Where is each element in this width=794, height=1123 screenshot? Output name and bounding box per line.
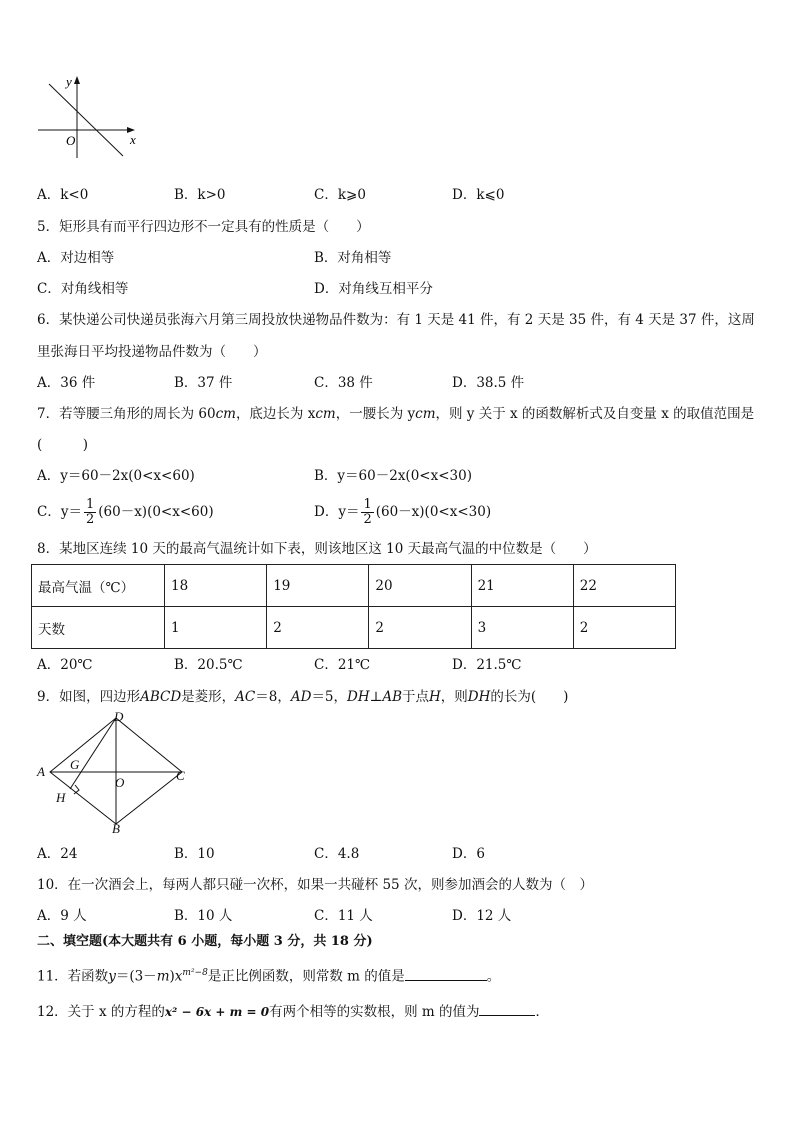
- q9-option-c: C．4.8: [314, 846, 360, 862]
- q10-stem: 10．在一次酒会上，每两人都只碰一次杯，如果一共碰杯 55 次，则参加酒会的人数为（ ）: [37, 877, 593, 893]
- q4-option-a: A．k<0: [37, 187, 89, 203]
- q9-abcd: ABCD: [140, 689, 182, 705]
- q10-option-c: C．11 人: [314, 908, 373, 924]
- q8-option-c: C．21℃: [314, 657, 371, 673]
- table-row: [32, 565, 676, 607]
- q11: [37, 964, 500, 986]
- q12-answer-blank[interactable]: [479, 1001, 535, 1016]
- q10-option-d: D．12 人: [452, 908, 512, 924]
- q7-option-a: A．y＝60－2x(0<x<60): [37, 468, 195, 484]
- q7-stem-mid2: ，一腰长为 y: [335, 406, 416, 422]
- q7-stem-mid1: ，底边长为 x: [235, 406, 316, 422]
- q9-option-a: A．24: [37, 846, 78, 862]
- table-cell: 20: [369, 565, 471, 607]
- q11-prefix: 11．若函数: [37, 968, 109, 985]
- x-axis: [38, 127, 135, 133]
- q7-stem-end: ，则 y 关于 x 的函数解析式及自变量 x 的取值范围是: [435, 406, 755, 422]
- q8-option-d: D．21.5℃: [452, 657, 522, 673]
- q8-option-a: A．20℃: [37, 657, 93, 673]
- table-header-cell: 最高气温（℃）: [32, 565, 165, 607]
- table-cell: 18: [165, 565, 267, 607]
- q5-option-b: B．对角相等: [314, 250, 392, 266]
- q6-option-c: C．38 件: [314, 375, 373, 391]
- fraction-denominator: 2: [363, 512, 372, 527]
- q8-option-b: B．20.5℃: [174, 657, 243, 673]
- q9-stem-d: ⊥: [369, 689, 383, 705]
- q11-formula-y: y: [108, 968, 116, 985]
- table-row: [32, 607, 676, 649]
- fraction-numerator: 1: [363, 497, 372, 512]
- q7-option-d: [314, 494, 491, 530]
- q10-option-a: A．9 人: [37, 908, 87, 924]
- q9-stem-c: ＝5，: [311, 689, 348, 705]
- label-c: C: [176, 768, 185, 783]
- q12: [37, 1001, 549, 1021]
- label-a: A: [37, 764, 45, 779]
- q6-option-b: B．37 件: [174, 375, 233, 391]
- origin-label: O: [66, 133, 76, 148]
- q7-option-d-fraction: [361, 498, 373, 527]
- q9-ab: AB: [382, 689, 403, 705]
- label-o: O: [115, 775, 125, 790]
- q7-option-c-suffix: (60－x)(0<x<60): [98, 504, 214, 520]
- label-b: B: [112, 821, 120, 836]
- table-cell: 2: [573, 607, 675, 649]
- q9-dh: DH: [347, 689, 370, 705]
- q11-formula-exponent: m²−8: [182, 968, 208, 978]
- label-h: H: [56, 790, 66, 805]
- q9-dh-2: DH: [467, 689, 491, 705]
- q10-option-b: B．10 人: [174, 908, 233, 924]
- q7-unit-3: cm: [415, 406, 436, 422]
- q9-stem-f: ，则: [440, 689, 468, 705]
- fraction-denominator: 2: [85, 512, 95, 527]
- q9-ad: AD: [290, 689, 312, 705]
- q4-option-b: B．k>0: [174, 187, 226, 203]
- q5-option-c: C．对角线相等: [37, 281, 129, 297]
- table-cell: 2: [267, 607, 369, 649]
- q7-stem-line1: [37, 405, 754, 423]
- q11-end: 。: [486, 968, 501, 985]
- q7-unit-2: cm: [315, 406, 336, 422]
- label-g: G: [70, 757, 80, 772]
- q7-option-b: B．y＝60－2x(0<x<30): [314, 468, 472, 484]
- q11-suffix: 是正比例函数，则常数 m 的值是: [207, 968, 405, 985]
- q7-stem-prefix: 7．若等腰三角形的周长为 60: [37, 406, 216, 422]
- segment-dh: [70, 718, 116, 789]
- q9-stem-g: 的长为( ): [490, 689, 569, 705]
- q9-h: H: [429, 689, 441, 705]
- q9-option-d: D．6: [452, 846, 485, 862]
- q7-option-c-fraction: [84, 498, 96, 527]
- q4-option-c: C．k⩾0: [314, 187, 366, 203]
- q9-option-b: B．10: [174, 846, 215, 862]
- function-graph: [34, 72, 144, 162]
- table-cell: 1: [165, 607, 267, 649]
- rhombus-figure: [34, 708, 194, 838]
- q9-stem-e: 于点: [402, 689, 430, 705]
- q12-equation: x² − 6x + m = 0: [164, 1005, 270, 1019]
- table-cell: 19: [267, 565, 369, 607]
- table-cell: 2: [369, 607, 471, 649]
- q7-option-d-suffix: (60－x)(0<x<30): [375, 504, 492, 520]
- q5-option-d: D．对角线互相平分: [314, 281, 433, 297]
- q11-formula-eq: ＝(3－: [115, 968, 157, 985]
- table-cell: 3: [471, 607, 573, 649]
- q5-option-a: A．对边相等: [37, 250, 115, 266]
- q5-stem: 5．矩形具有而平行四边形不一定具有的性质是（ ）: [37, 219, 370, 235]
- q11-formula-x: x: [174, 968, 183, 985]
- table-cell: 21: [471, 565, 573, 607]
- q8-stem: 8．某地区连续 10 天的最高气温统计如下表，则该地区这 10 天最高气温的中位数是（ ）: [37, 541, 597, 557]
- q9-ac: AC: [235, 689, 256, 705]
- fraction-numerator: 1: [85, 497, 95, 512]
- x-axis-label: x: [130, 132, 136, 147]
- q9-stem: [37, 688, 568, 706]
- q12-end: ．: [535, 1004, 549, 1020]
- table-cell: 22: [573, 565, 675, 607]
- q11-formula-close: ): [169, 968, 175, 985]
- function-line: [49, 84, 123, 156]
- q11-answer-blank[interactable]: [405, 966, 487, 981]
- q9-stem-a: 是菱形，: [181, 689, 236, 705]
- q11-formula-m: m: [156, 968, 170, 985]
- q6-option-d: D．38.5 件: [452, 375, 525, 391]
- q9-stem-prefix: 9．如图，四边形: [37, 689, 141, 705]
- q7-option-c: [37, 494, 214, 530]
- table-header-cell: 天数: [32, 607, 165, 649]
- y-axis-label: y: [66, 74, 72, 89]
- q12-suffix: 有两个相等的实数根，则 m 的值为: [269, 1004, 480, 1020]
- q6-option-a: A．36 件: [37, 375, 96, 391]
- label-d: D: [114, 709, 124, 724]
- q7-option-c-prefix: C．y＝: [37, 504, 82, 520]
- q7-option-d-prefix: D．y＝: [314, 504, 360, 520]
- q7-unit-1: cm: [215, 406, 236, 422]
- section-heading: 二、填空题(本大题共有 6 小题，每小题 3 分，共 18 分): [37, 934, 373, 949]
- q7-stem-line2: ( ): [37, 437, 89, 453]
- q12-prefix: 12．关于 x 的方程的: [37, 1004, 165, 1020]
- q6-stem-line2: 里张海日平均投递物品件数为（ ）: [37, 344, 267, 360]
- q6-stem-line1: 6．某快递公司快递员张海六月第三周投放快递物品件数为：有 1 天是 41 件，有 2 天是 35 件，有 4 天是 37 件，这周: [37, 312, 755, 328]
- q9-stem-b: ＝8，: [255, 689, 291, 705]
- q4-option-d: D．k⩽0: [452, 187, 505, 203]
- temperature-table: [31, 564, 676, 649]
